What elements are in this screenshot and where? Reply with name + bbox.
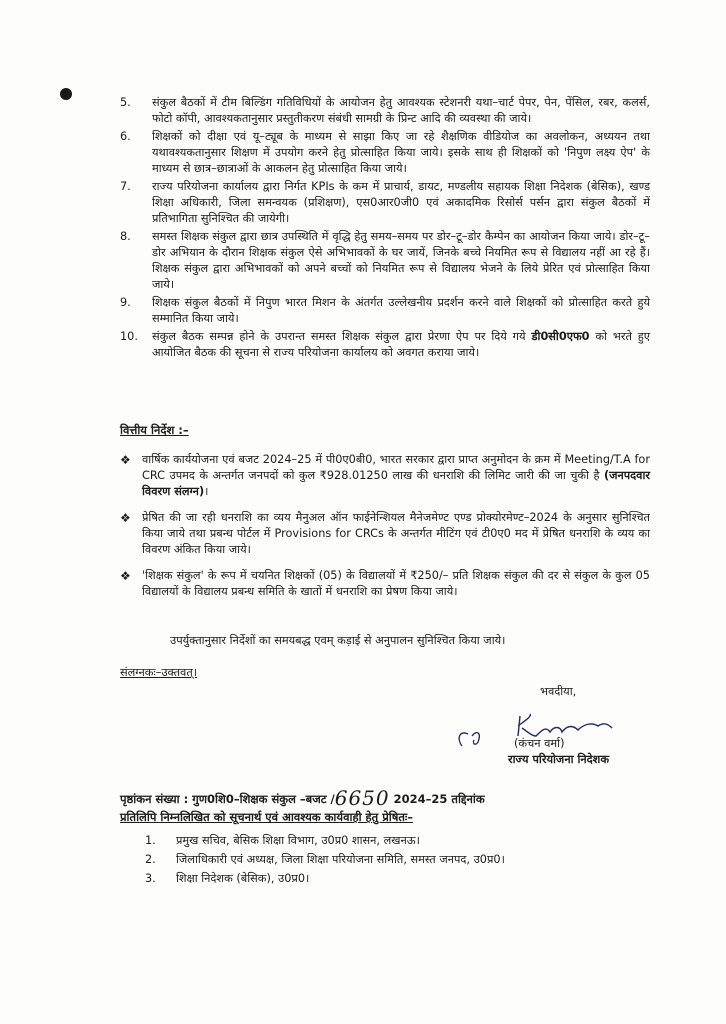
- closing-instruction: उपर्युक्तानुसार निर्देशों का समयबद्ध एवम् कड़ाई से अनुपालन सुनिश्चित किया जाये।: [170, 634, 506, 647]
- item-text: राज्य परियोजना कार्यालय द्वारा निर्गत KPIs के कम में प्राचार्य, डायट, मण्डलीय सहायक शिक्षा निदेशक (बेसिक), खण्ड शिक्षा अधिकारी, जिला समन्वयक (प्रशिक्षण), एस0आर0जी0 एवं अकादमिक रिसोर्स पर्सन द्वारा संकुल बैठकों में प्रतिभागिता सुनिश्चित की जायेगी।: [152, 180, 650, 225]
- item-text: शिक्षक संकुल बैठकों में निपुण भारत मिशन के अंतर्गत उल्लेखनीय प्रदर्शन करने वाले शिक्षकों को प्रोत्साहित करते हुये सम्मानित किया जाये।: [152, 296, 650, 325]
- item-number: 2.: [145, 853, 156, 866]
- item-number: 3.: [145, 872, 156, 885]
- item-text: प्रमुख सचिव, बेसिक शिक्षा विभाग, उ0प्र0 शासन, लखनऊ।: [176, 834, 420, 847]
- enclosure-line: संलग्नकः–उक्तवत्।: [120, 666, 198, 679]
- item-text-part: ।: [204, 485, 209, 498]
- item-text: जिलाधिकारी एवं अध्यक्ष, जिला शिक्षा परियोजना समिति, समस्त जनपद, उ0प्र0।: [176, 853, 505, 866]
- list-item: [120, 179, 650, 227]
- signature-block: [452, 708, 652, 768]
- copy-to-heading: प्रतिलिपि निम्नलिखित को सूचनार्थ एवं आवश्यक कार्यवाही हेतु प्रेषितः–: [120, 810, 414, 824]
- reference-line: [120, 786, 485, 810]
- item-number: 9.: [120, 296, 131, 309]
- list-item: [118, 568, 650, 600]
- dcf-term: डी0सी0एफ0: [531, 330, 590, 343]
- item-text: शिक्षकों को दीक्षा एवं यू–ट्यूब के माध्यम से साझा किए जा रहे शैक्षणिक वीडियोज का अवलोकन, अध्ययन तथा यथावश्यकतानुसार शिक्षण में उपयोग करने हेतु प्रोत्साहित किया जाये। इसके साथ ही शिक्षकों को 'निपुण लक्ष्य ऐप' के माध्यम से छात्र–छात्राओं के आकलन हेतु प्रोत्साहित किया जाये।: [152, 130, 650, 175]
- list-item: [120, 95, 650, 127]
- item-text: समस्त शिक्षक संकुल द्वारा छात्र उपस्थिति में वृद्धि हेतु समय–समय पर डोर–टू–डोर कैम्पेन का आयोजन किया जाये। डोर–टू–डोर अभियान के दौरान शिक्षक संकुल ऐसे अभिभावकों के घर जायें, जिनके बच्चे नियमित रूप से विद्यालय नहीं आ रहे हैं। शिक्षक संकुल द्वारा अभिभावकों को अपने बच्चों को नियमित रूप से विद्यालय भेजने के लिये प्रेरित एवं प्रोत्साहित किया जाये।: [152, 230, 650, 291]
- diamond-bullet-icon: ❖: [120, 569, 131, 583]
- list-item: [120, 295, 650, 327]
- signatory-designation: राज्य परियोजना निदेशक: [508, 753, 609, 766]
- signatory-name: (कंचन वर्मा): [514, 737, 565, 750]
- reference-number: 6650: [334, 786, 390, 810]
- instructions-list: [120, 95, 650, 363]
- item-text: 'शिक्षक संकुल' के रूप में चयनित शिक्षकों (05) के विद्यालयों में ₹250/– प्रति शिक्षक संकुल की दर से संकुल के कुल 05 विद्यालयों के विद्यालय प्रबन्ध समिति के खातों में धनराशि का प्रेषण किया जाये।: [142, 569, 650, 598]
- copy-to-list: [145, 833, 665, 890]
- item-number: 5.: [120, 96, 131, 109]
- item-text-part: को भरते हुए आयोजित बैठक की सूचना से राज्य परियोजना कार्यालय को अवगत कराया जाये।: [152, 330, 650, 359]
- enclosure-note: (जनपदवार विवरण संलग्न): [142, 469, 650, 498]
- list-item: [145, 833, 665, 849]
- list-item: [120, 229, 650, 293]
- yours-faithfully: भवदीया,: [540, 685, 577, 698]
- item-number: 10.: [120, 330, 138, 343]
- list-item: [145, 852, 665, 868]
- reference-prefix: पृष्ठांकन संख्या : गुण0शि0–शिक्षक संकुल –बजट /: [120, 792, 335, 806]
- list-item: [120, 129, 650, 177]
- diamond-bullet-icon: ❖: [120, 453, 131, 467]
- diamond-bullet-icon: ❖: [120, 511, 131, 525]
- item-number: 7.: [120, 180, 131, 193]
- list-item: [118, 452, 650, 500]
- reference-suffix: 2024–25 तद्दिनांक: [389, 792, 485, 806]
- item-number: 8.: [120, 230, 131, 243]
- item-text: [142, 453, 650, 498]
- item-text: संकुल बैठकों में टीम बिल्डिंग गतिविधियों के आयोजन हेतु आवश्यक स्टेशनरी यथा–चार्ट पेपर, पेन, पेंसिल, रबर, कलर्स, फोटो कॉपी, आवश्यकतानुसार प्रस्तुतीकरण संबंधी सामग्री के प्रिन्ट आदि की व्यवस्था की जाये।: [152, 96, 650, 125]
- list-item: [120, 329, 650, 361]
- financial-instructions-list: [118, 452, 650, 610]
- item-text: प्रेषित की जा रही धनराशि का व्यय मैनुअल ऑन फाईनेन्शियल मैनेजमेण्ट एण्ड प्रोक्योरमेण्ट–2024 के अनुसार सुनिश्चित किया जाये तथा प्रबन्ध पोर्टल में Provisions for CRCs के अन्तर्गत मीटिंग एवं टी0ए0 मद में प्रेषित धनराशि के व्यय का विवरण अंकित किया जाये।: [142, 511, 650, 556]
- financial-instructions-heading: वित्तीय निर्देश :–: [120, 423, 189, 437]
- list-item: [145, 871, 665, 887]
- item-number: 1.: [145, 834, 156, 847]
- item-number: 6.: [120, 130, 131, 143]
- item-text-part: वार्षिक कार्ययोजना एवं बजट 2024–25 में पी0ए0बी0, भारत सरकार द्वारा प्राप्त अनुमोदन के क्रम में Meeting/T.A for CRC उपमद के अन्तर्गत जनपदों को कुल ₹928.01250 लाख की धनराशि की लिमिट जारी की जा चुकी है: [142, 453, 650, 482]
- list-item: [118, 510, 650, 558]
- item-text: [152, 330, 650, 359]
- item-text: शिक्षा निदेशक (बेसिक), उ0प्र0।: [176, 872, 310, 885]
- punch-hole-mark: [60, 88, 72, 100]
- item-text-part: संकुल बैठक सम्पन्न होने के उपरान्त समस्त शिक्षक संकुल द्वारा प्रेरणा ऐप पर दिये गये: [152, 330, 532, 343]
